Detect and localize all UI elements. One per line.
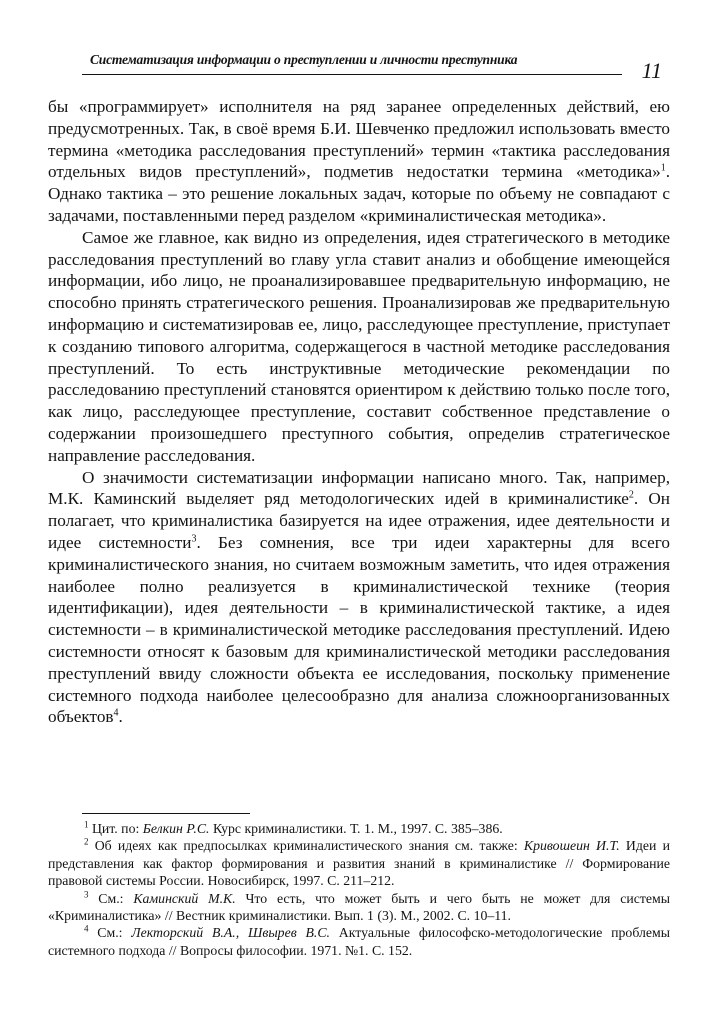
text-run: Об идеях как предпосылках криминалистического знания см. также: — [88, 838, 524, 854]
header-rule — [82, 74, 622, 75]
text-run: . Он полагает, что криминалистика базируется на идее отражения, идее деятельности и идее системности — [48, 489, 670, 552]
paragraph — [48, 467, 670, 729]
text-run: Курс криминалистики. Т. 1. М., 1997. С. 385–386. — [209, 821, 503, 836]
page-header — [82, 52, 666, 84]
footnote-divider — [82, 813, 250, 814]
footnote — [48, 924, 670, 959]
paragraph — [48, 96, 670, 227]
text-run: бы «программирует» исполнителя на ряд заранее определенных действий, ею предусмотренных. Так, в своё время Б.И. Шевченко предложил использовать вместо термина «методика расследования преступлений» термин «тактика расследования отдельных видов преступлений», подметив недостатки термина «методика» — [48, 97, 670, 182]
text-run: См.: — [88, 890, 134, 906]
footnote-marker: 3 — [191, 533, 197, 545]
footnote-marker: 1 — [660, 162, 666, 174]
text-run: Актуальные философско-методологические проблемы системного подхода // Вопросы философии. 1971. №1. С. 152. — [48, 925, 671, 958]
footnote — [48, 890, 670, 925]
text-run: Цит. по: — [88, 821, 143, 836]
author-name: Белкин Р.С. — [142, 821, 210, 836]
body-text — [48, 96, 670, 728]
text-run: . — [118, 707, 123, 727]
text-run: Идеи и представления как фактор формирования и развития знаний в криминалистике // Формирование правовой системы России. Новосибирск, 1997. С. 211–212. — [48, 838, 670, 889]
footnote-marker: 4 — [113, 707, 119, 719]
footnote — [48, 837, 670, 889]
text-run: См.: — [88, 925, 132, 941]
text-run: Самое же главное, как видно из определения, идея стратегического в методике расследования преступлений во главу угла ставит анализ и обобщение имеющейся информации, ибо лицо, не проанализировавшее предварительную информацию, не способно принять стратегического решения. Проанализировав же предварительную информацию и систематизировав ее, лицо, расследующее преступление, приступает к созданию типового алгоритма, содержащегося в частной методике расследования преступлений. То есть инструктивные методические рекомендации по расследованию преступлений становятся ориентиром к действию только после того, как лицо, расследующее преступление, составит собственное представление о содержании произошедшего преступного события, определив стратегическое направление расследования. — [48, 227, 670, 465]
text-run: О значимости систематизации информации написано много. Так, например, М.К. Каминский выделяет ряд методологических идей в криминалистике — [48, 467, 670, 509]
footnote-marker: 1 — [84, 819, 89, 830]
text-run: Что есть, что может быть и чего быть не может для системы «Криминалистика» // Вестник криминалистики. Вып. 1 (3). М., 2002. С. 10–11. — [48, 890, 670, 924]
author-name: Каминский М.К. — [133, 890, 236, 906]
text-run: . Однако тактика – это решение локальных задач, которые по объему не совпадают с задачами, поставленными перед разделом «криминалистическая методика». — [48, 162, 670, 225]
footnote-marker: 3 — [84, 889, 89, 900]
author-name: Кривошеин И.Т. — [523, 838, 620, 854]
footnotes — [48, 820, 670, 959]
paragraph — [48, 227, 670, 467]
author-name: Лекторский В.А., Швырев В.С. — [131, 925, 330, 941]
footnote-marker: 2 — [628, 489, 634, 501]
page-number: 11 — [641, 58, 662, 83]
footnote-marker: 2 — [84, 836, 89, 847]
footnote-marker: 4 — [84, 923, 89, 934]
text-run: . Без сомнения, все три идеи характерны для всего криминалистического знания, но считаем возможным заметить, что идея отражения наиболее полно реализуется в криминалистической технике (теория идентификации), идея деятельности – в криминалистической тактике, а идея системности – в криминалистической методике расследования преступлений. Идею системности относят к базовым для криминалистической методики расследования преступлений ввиду сложности объекта ее исследования, поскольку применение системного подхода наиболее целесообразно для анализа сложноорганизованных объектов — [48, 532, 670, 727]
running-title: Систематизация информации о преступлении и личности преступника — [90, 52, 518, 67]
footnote — [48, 820, 670, 837]
